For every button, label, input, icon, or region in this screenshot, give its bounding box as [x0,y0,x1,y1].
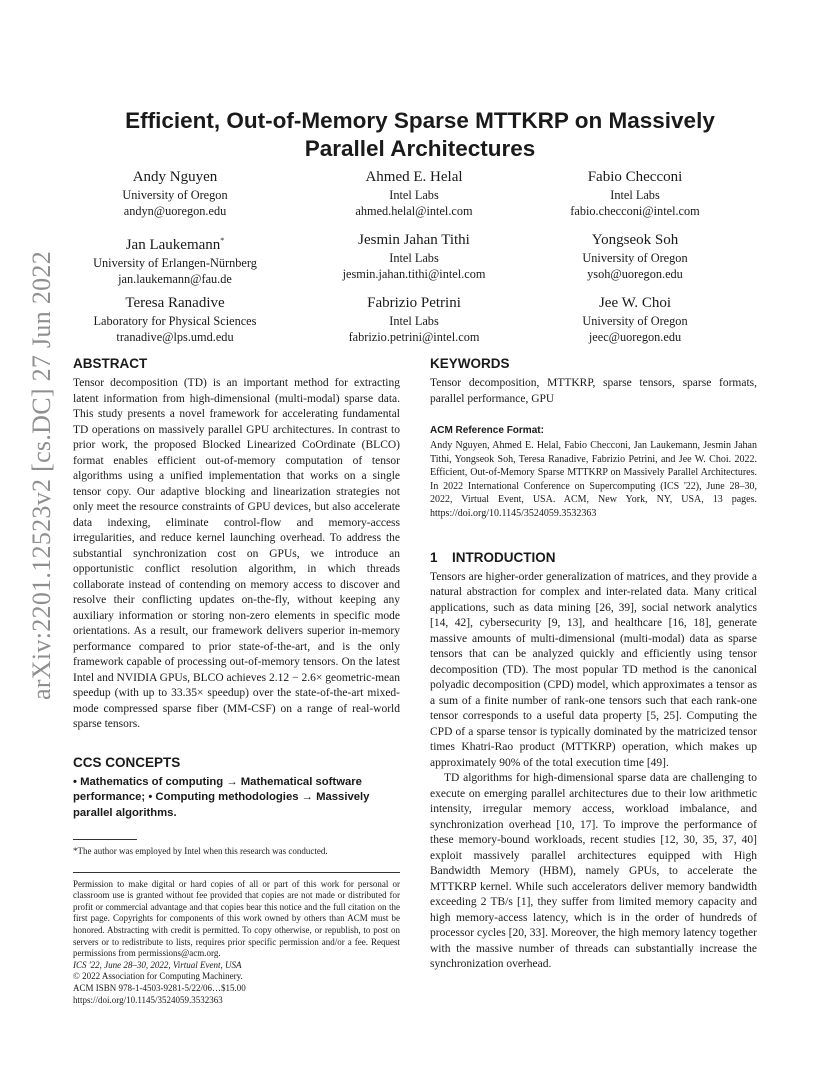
author-email: fabio.checconi@intel.com [570,204,700,218]
acm-reference-text: Andy Nguyen, Ahmed E. Helal, Fabio Checconi, Jan Laukemann, Jesmin Jahan Tithi, Yongseok Soh, Teresa Ranadive, Fabrizio Petrini, and Jee W. Choi. 2022. Efficient, Out-of-Memory Sparse MTTKRP on Massively Parallel Architectures. In 2022 International Conference on Supercomputing (ICS '22), June 28–30, 2022, Virtual Event, USA. ACM, New York, NY, USA, 13 pages. https://doi.org/10.1145/3524059.3532363 [430,440,757,519]
author-block [294,231,534,282]
author-name: Yongseok Soh [591,232,679,248]
author-name: Andy Nguyen [132,169,218,185]
author-footnote-mark: * [220,236,225,245]
author-block [294,294,534,345]
author-block [55,294,295,345]
author-email: fabrizio.petrini@intel.com [348,330,480,344]
permission-notice: Permission to make digital or hard copies of all or part of this work for personal or classroom use is granted without fee provided that copies are not made or distributed for profit or commercial advantage and that copies bear this notice and the full citation on the first page. Copyrights for components of this work owned by others than ACM must be honored. Abstracting with credit is permitted. To copy otherwise, or republish, to post on servers or to redistribute to lists, requires prior specific permission and/or a fee. Request permissions from permissions@acm.org. [73,878,400,959]
author-affiliation: University of Erlangen-Nürnberg [93,256,257,270]
doi-line: https://doi.org/10.1145/3524059.3532363 [73,994,223,1005]
author-block [515,231,755,282]
author-affiliation: Intel Labs [610,188,660,202]
paper-title: Efficient, Out-of-Memory Sparse MTTKRP on Massively Parallel Architectures [125,108,715,161]
author-block [515,294,755,345]
author-name: Teresa Ranadive [125,295,225,311]
arxiv-identifier: arXiv:2201.12523v2 [cs.DC] 27 Jun 2022 [27,250,56,700]
author-block [55,168,295,219]
author-block [294,168,534,219]
left-column [73,355,400,1006]
keywords-text: Tensor decomposition, MTTKRP, sparse tensors, sparse formats, parallel performance, GPU [430,377,757,405]
ccs-concepts: • Mathematics of computing → Mathematical software performance; • Computing methodologies → Massively parallel algorithms. [73,775,370,819]
author-footnote: *The author was employed by Intel when this research was conducted. [73,846,328,856]
intro-paragraph: Tensors are higher-order generalization of matrices, and they provide a natural abstraction for complex and inter-related data. Many critical applications, such as data mining [26, 39], social network analytics [14, 42], cybersecurity [9, 13], and healthcare [16, 18], generate massive amounts of multi-dimensional (multi-modal) data as sparse tensors that can be analyzed quickly and efficiently using tensor decomposition (TD). The most popular TD method is the canonical polyadic decomposition (CPD) model, which approximates a tensor as a sum of a finite number of rank-one tensors such that each rank-one tensor corresponds to a useful data property [5, 25]. Computing the CPD of a sparse tensor is typically dominated by the matricized tensor times Khatri-Rao product (MTTKRP) operation, which makes up approximately 90% of the total execution time [49]. [430,570,757,769]
section-number: 1 [430,549,438,565]
author-affiliation: University of Oregon [582,314,688,328]
author-name: Jan Laukemann* [125,236,225,253]
author-email: jesmin.jahan.tithi@intel.com [342,267,486,281]
author-name: Ahmed E. Helal [365,169,463,185]
author-email: tranadive@lps.umd.edu [116,330,234,344]
author-email: jan.laukemann@fau.de [118,272,232,286]
ccs-heading: CCS CONCEPTS [73,754,181,770]
author-affiliation: Intel Labs [389,251,439,265]
section-title: INTRODUCTION [452,549,556,565]
author-name: Fabrizio Petrini [367,295,461,311]
permission-rule [73,872,400,873]
author-email: andyn@uoregon.edu [123,204,227,218]
right-column [430,355,757,973]
author-affiliation: Intel Labs [389,188,439,202]
permission-block [73,879,400,1007]
abstract-text: Tensor decomposition (TD) is an important method for extracting latent information from high-dimensional (multi-modal) sparse data. This study presents a novel framework for accelerating fundamental TD operations on massively parallel GPU architectures. In contrast to prior work, the proposed Blocked Linearized CoOrdinate (BLCO) format enables efficient out-of-memory computation of tensor algorithms using a unified implementation that works on a single tensor copy. Our adaptive blocking and linearization strategies not only meet the resource constraints of GPU devices, but also accelerate data indexing, eliminate control-flow and memory-access irregularities, and reduce kernel launching overhead. To address the substantial synchronization cost on GPUs, we introduce an opportunistic conflict resolution algorithm, in which threads collaborate instead of contending on memory access to discover and resolve their conflicting updates on-the-fly, without keeping any auxiliary information or storing non-zero elements in specific mode orientations. As a result, our framework delivers superior in-memory performance compared to prior state-of-the-art, and is the only framework capable of processing out-of-memory tensors. On the latest Intel and NVIDIA GPUs, BLCO achieves 2.12 − 2.6× geometric-mean speedup (with up to 33.35× speedup) over the state-of-the-art mixed-mode compressed sparse fiber (MM-CSF) on a range of real-world sparse tensors. [73,377,400,730]
author-block [515,168,755,219]
author-affiliation: Intel Labs [389,314,439,328]
author-name: Fabio Checconi [587,169,683,185]
acm-reference-heading: ACM Reference Format: [430,425,544,436]
intro-paragraph: TD algorithms for high-dimensional sparse data are challenging to execute on emerging parallel architectures due to their low arithmetic intensity, irregular memory access, workload imbalance, and synchronization overhead [10, 17]. To improve the performance of these memory-bound workloads, recent studies [12, 30, 35, 37, 40] exploit massively parallel architectures equipped with High Bandwidth Memory (HBM), namely GPUs, to accelerate the MTTKRP kernel. While such accelerators deliver memory bandwidth exceeding 2 TB/s [1], they suffer from limited memory capacity and high memory-access latency, which is in the order of hundreds of processor cycles [20, 33]. Moreover, the high memory latency together with the massive number of threads can substantially increase the synchronization overhead. [430,772,757,971]
conference-line: ICS '22, June 28–30, 2022, Virtual Event, USA [73,959,242,970]
section-heading-introduction [430,549,757,567]
author-affiliation: Laboratory for Physical Sciences [93,314,257,328]
author-affiliation: University of Oregon [122,188,228,202]
author-name: Jesmin Jahan Tithi [358,232,470,248]
author-block [55,231,295,287]
author-affiliation: University of Oregon [582,251,688,265]
author-email: ysoh@uoregon.edu [587,267,683,281]
author-email: jeec@uoregon.edu [588,330,682,344]
isbn-line: ACM ISBN 978-1-4503-9281-5/22/06…$15.00 [73,982,246,993]
footnote-rule [73,839,137,840]
copyright-line: © 2022 Association for Computing Machinery. [73,971,243,982]
author-name: Jee W. Choi [598,295,672,311]
keywords-heading: KEYWORDS [430,356,510,371]
author-email: ahmed.helal@intel.com [355,204,473,218]
abstract-heading: ABSTRACT [73,356,148,371]
